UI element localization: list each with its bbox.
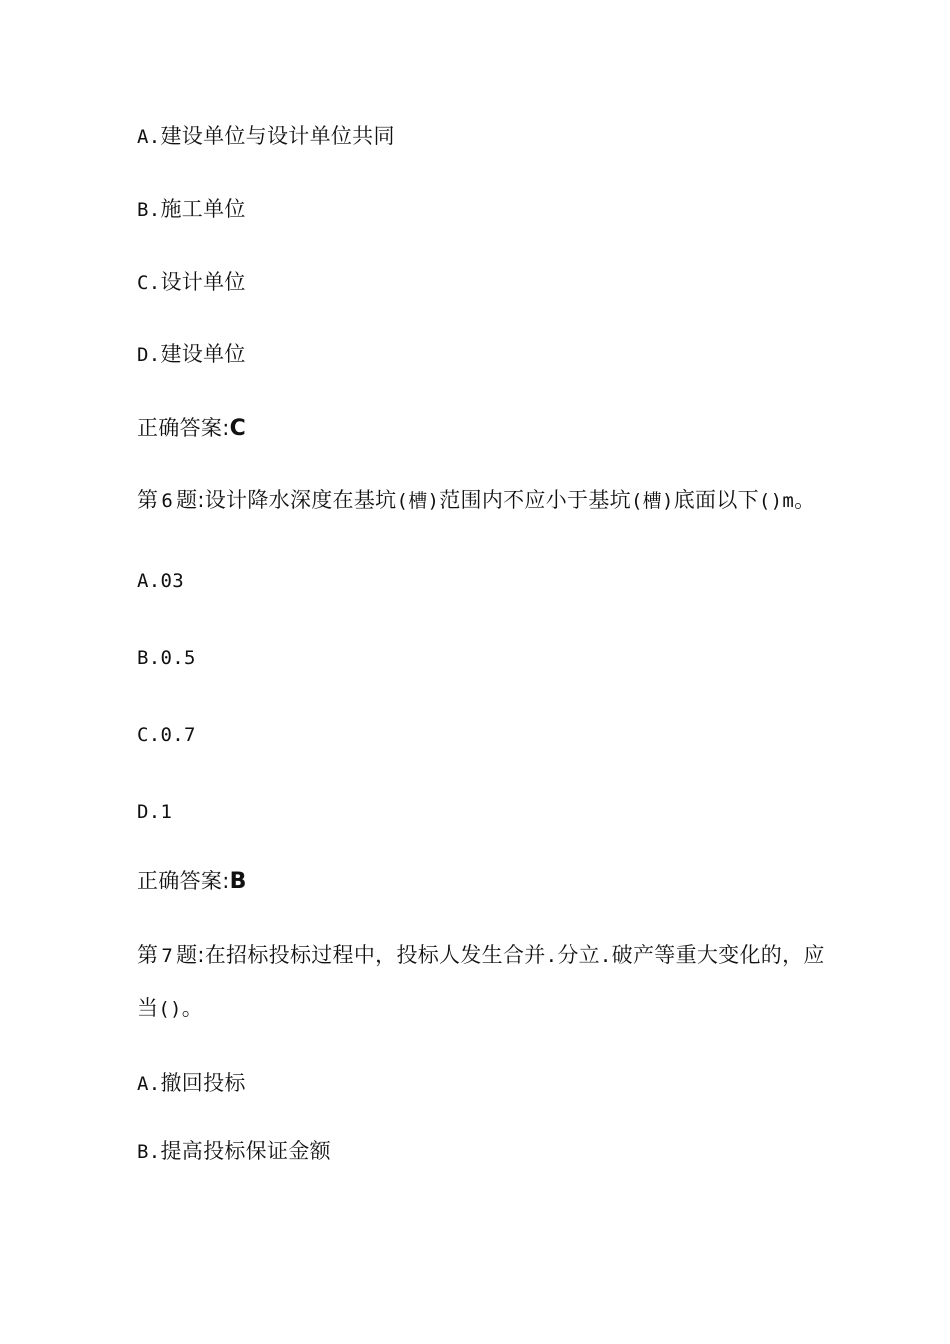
question-stem-part: 设计降水深度在基坑 <box>204 488 397 512</box>
q5-option-b <box>137 195 246 224</box>
option-letter: B. <box>137 1141 161 1163</box>
option-text: 施工单位 <box>160 197 246 221</box>
answer-value: C <box>229 416 247 441</box>
option-text: 03 <box>160 570 184 592</box>
question-stem-part: 底面以下 <box>673 488 759 512</box>
question-title-suffix: 题: <box>176 488 205 512</box>
option-text: 提高投标保证金额 <box>160 1139 331 1163</box>
q6-option-b <box>137 643 196 672</box>
option-letter: C. <box>137 724 161 746</box>
option-letter: D. <box>137 344 161 366</box>
answer-label: 正确答案: <box>137 869 230 893</box>
q7-stem-line-1 <box>137 941 825 970</box>
option-letter: B. <box>137 199 161 221</box>
q6-stem <box>137 486 815 515</box>
question-stem-end: 。 <box>181 996 204 1020</box>
option-text: 建设单位与设计单位共同 <box>160 124 395 148</box>
q6-answer <box>137 867 247 896</box>
question-dot: . <box>599 945 612 967</box>
option-text: 0.7 <box>160 724 196 746</box>
option-letter: A. <box>137 126 161 148</box>
option-text: 撤回投标 <box>160 1071 246 1095</box>
option-text: 0.5 <box>160 647 196 669</box>
question-number: 6 <box>161 490 174 512</box>
option-letter: C. <box>137 272 161 294</box>
question-prefix: 第 <box>137 943 159 967</box>
question-blank: () <box>158 998 182 1020</box>
option-text: 1 <box>160 801 173 823</box>
q7-option-a <box>137 1069 246 1098</box>
question-stem-part: 范围内不应小于基坑 <box>439 488 631 512</box>
question-stem-part: 破产等重大变化的，应 <box>611 943 825 967</box>
q5-answer <box>137 414 246 443</box>
option-text: 建设单位 <box>160 342 246 366</box>
option-text: 设计单位 <box>160 270 246 294</box>
q5-option-a <box>137 122 395 151</box>
question-stem-part: 分立 <box>557 943 600 967</box>
question-number: 7 <box>161 945 174 967</box>
q5-option-d <box>137 340 246 369</box>
option-letter: A. <box>137 1073 161 1095</box>
option-letter: D. <box>137 801 161 823</box>
q5-option-c <box>137 268 246 297</box>
option-letter: A. <box>137 570 161 592</box>
q7-stem-line-2 <box>137 994 203 1023</box>
question-title-suffix: 题: <box>176 943 205 967</box>
q7-option-b <box>137 1137 331 1166</box>
q6-option-c <box>137 720 196 749</box>
q6-option-d <box>137 797 172 826</box>
question-blank: ()m <box>758 490 795 512</box>
question-paren: (槽) <box>630 490 674 512</box>
question-stem-part: 在招标投标过程中，投标人发生合并 <box>204 943 546 967</box>
q6-option-a <box>137 566 184 595</box>
option-letter: B. <box>137 647 161 669</box>
question-prefix: 第 <box>137 488 159 512</box>
question-stem-part: 当 <box>137 996 159 1020</box>
question-dot: . <box>545 945 558 967</box>
question-paren: (槽) <box>396 490 440 512</box>
answer-label: 正确答案: <box>137 416 230 440</box>
answer-value: B <box>229 869 247 894</box>
question-stem-end: 。 <box>794 488 816 512</box>
